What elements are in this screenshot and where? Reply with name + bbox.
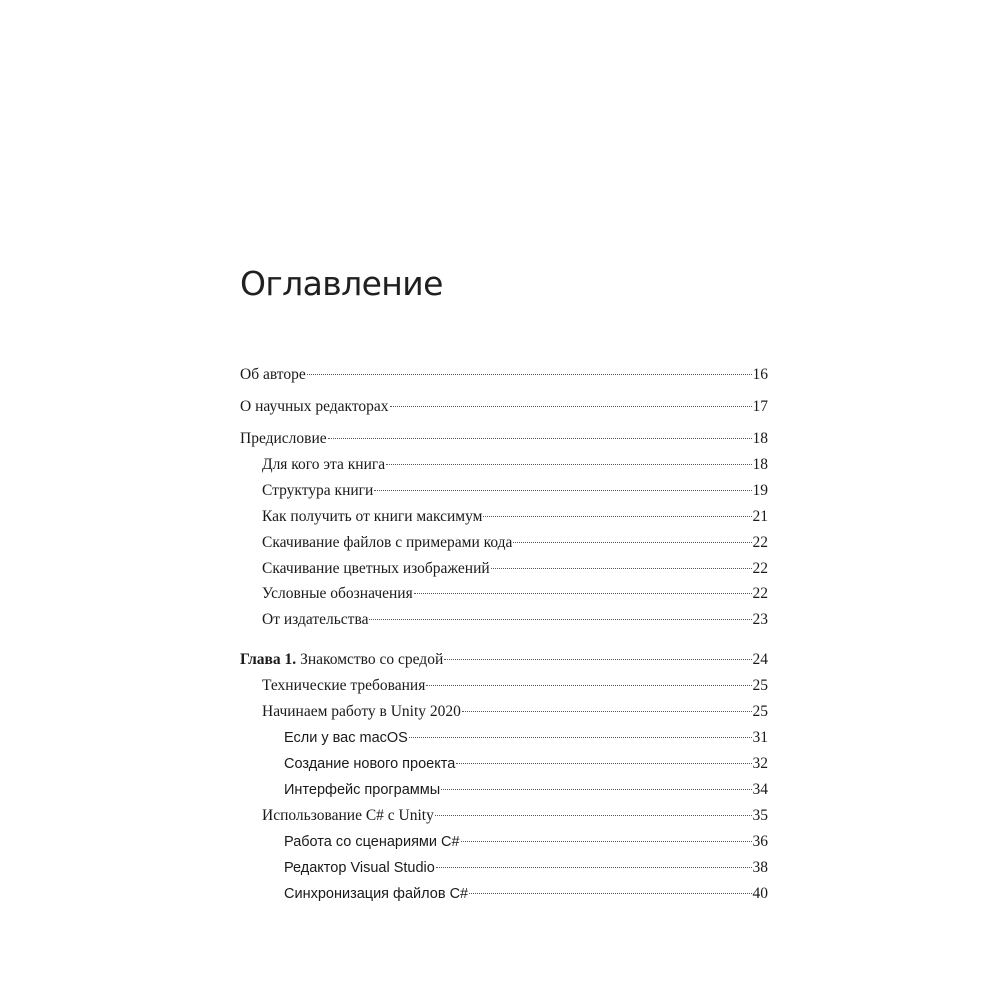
toc-page-number: 24 (752, 651, 768, 668)
toc-page-number: 36 (752, 833, 768, 850)
toc-entry (240, 583, 768, 605)
toc-entry-title: Для кого эта книга (262, 456, 386, 473)
toc-page-number: 34 (752, 781, 768, 798)
toc-page-number: 17 (752, 398, 768, 415)
dot-leader (491, 568, 752, 569)
toc-entry-title: Предисловие (240, 430, 327, 447)
toc-entry-title: Начинаем работу в Unity 2020 (262, 703, 461, 720)
dot-leader (513, 542, 751, 543)
table-of-contents (240, 0, 768, 1000)
dot-leader (461, 841, 752, 842)
toc-entry-title: Скачивание файлов с примерами кода (262, 534, 513, 551)
toc-page-number: 23 (752, 611, 768, 628)
toc-entry (240, 532, 768, 554)
toc-entry-title: О научных редакторах (240, 398, 389, 415)
toc-entry-title: Использование C# с Unity (262, 807, 434, 824)
toc-entry (240, 779, 768, 801)
toc-entry (240, 727, 768, 749)
dot-leader (409, 737, 752, 738)
toc-entry (240, 506, 768, 528)
toc-page-number: 35 (752, 807, 768, 824)
toc-page-number: 38 (752, 859, 768, 876)
dot-leader (444, 659, 751, 660)
toc-page-number: 21 (752, 508, 768, 525)
toc-entry (240, 454, 768, 476)
toc-entry (240, 753, 768, 775)
toc-entry-title: От издательства (262, 611, 369, 628)
toc-entry (240, 675, 768, 697)
toc-entry-title: Работа со сценариями C# (284, 834, 460, 850)
toc-page-number: 18 (752, 456, 768, 473)
dot-leader (374, 490, 751, 491)
toc-page-number: 25 (752, 703, 768, 720)
toc-page-number: 31 (752, 729, 768, 746)
dot-leader (462, 711, 752, 712)
toc-entry (240, 883, 768, 905)
toc-page-number: 25 (752, 677, 768, 694)
toc-entry (240, 805, 768, 827)
toc-page-number: 22 (752, 585, 768, 602)
toc-entry-title: Технические требования (262, 677, 426, 694)
toc-entry-title: Если у вас macOS (284, 730, 408, 746)
dot-leader (483, 516, 751, 517)
toc-page-number: 18 (752, 430, 768, 447)
toc-entry (240, 701, 768, 723)
dot-leader (328, 438, 752, 439)
toc-entry-title (240, 649, 443, 671)
toc-entry (240, 857, 768, 879)
toc-entry (240, 558, 768, 580)
toc-entry-title: Условные обозначения (262, 585, 413, 602)
toc-entry-title: Как получить от книги максимум (262, 508, 483, 525)
toc-page-number: 19 (752, 482, 768, 499)
toc-entry-title: Структура книги (262, 482, 374, 499)
toc-entry-title: Интерфейс программы (284, 782, 441, 798)
dot-leader (456, 763, 751, 764)
dot-leader (436, 867, 752, 868)
chapter-title: Знакомство со средой (296, 651, 444, 668)
dot-leader (390, 406, 752, 407)
toc-entry (240, 364, 768, 386)
dot-leader (441, 789, 751, 790)
toc-page-number: 32 (752, 755, 768, 772)
dot-leader (469, 893, 751, 894)
toc-entry (240, 396, 768, 418)
toc-entry (240, 480, 768, 502)
dot-leader (307, 374, 752, 375)
toc-entry (240, 649, 768, 671)
toc-entry-title: Синхронизация файлов C# (284, 886, 469, 902)
dot-leader (426, 685, 751, 686)
dot-leader (414, 593, 752, 594)
dot-leader (369, 619, 751, 620)
dot-leader (435, 815, 752, 816)
toc-page-number: 22 (752, 560, 768, 577)
toc-entry-title: Создание нового проекта (284, 756, 456, 772)
toc-entry-title: Скачивание цветных изображений (262, 560, 490, 577)
page-title: Оглавление (240, 264, 443, 303)
toc-entry-title: Об авторе (240, 366, 306, 383)
toc-page-number: 40 (752, 885, 768, 902)
toc-entry (240, 609, 768, 631)
toc-page-number: 16 (752, 366, 768, 383)
toc-page-number: 22 (752, 534, 768, 551)
toc-entry (240, 831, 768, 853)
toc-entry (240, 428, 768, 450)
dot-leader (386, 464, 751, 465)
chapter-label: Глава 1. (240, 651, 297, 668)
toc-entry-title: Редактор Visual Studio (284, 860, 435, 876)
